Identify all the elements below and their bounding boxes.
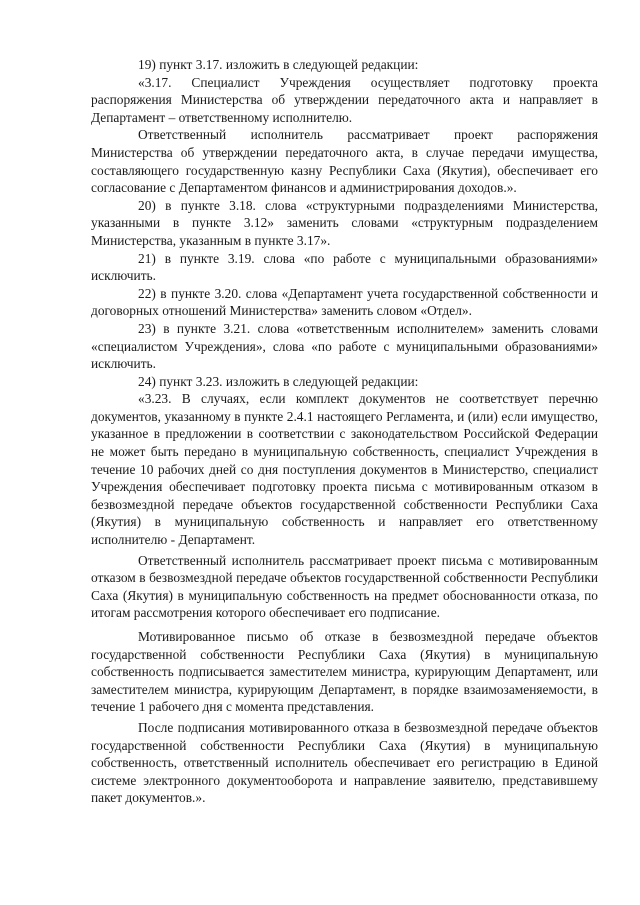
paragraph-responsible-executor-approval: Ответственный исполнитель рассматривает проект распоряжения Министерства об утверждении передаточного акта, в случае передачи имущества, составляющего государственную казну Республики Саха (Якутия), обеспечивает его согласование с Департаментом финансов и администрирования доходов.».	[91, 127, 598, 196]
paragraph-item-22: 22) в пункте 3.20. слова «Департамент учета государственной собственности и договорных отношений Министерства» заменить словом «Отдел».	[91, 285, 598, 319]
paragraph-3-17-text: «3.17. Специалист Учреждения осуществляет подготовку проекта распоряжения Министерства об утверждении передаточного акта и направляет в Департамент – ответственному исполнителю.	[91, 74, 598, 125]
paragraph-refusal-review: Ответственный исполнитель рассматривает проект письма с мотивированным отказом в безвозмездной передаче объектов государственной собственности Республики Саха (Якутия) в муниципальную собственность на предмет обоснованности отказа, по итогам рассмотрения которого обеспечивает его подписание.	[91, 552, 598, 621]
paragraph-item-20: 20) в пункте 3.18. слова «структурными подразделениями Министерства, указанными в пункте 3.12» заменить словами «структурным подразделением Министерства, указанным в пункте 3.17».	[91, 197, 598, 248]
paragraph-item-23: 23) в пункте 3.21. слова «ответственным исполнителем» заменить словами «специалистом Учреждения», слова «по работе с муниципальными образованиями» исключить.	[91, 320, 598, 372]
paragraph-item-19-heading: 19) пункт 3.17. изложить в следующей редакции:	[138, 57, 419, 72]
paragraph-item-24-heading: 24) пункт 3.23. изложить в следующей редакции:	[138, 373, 419, 389]
paragraph-item-21: 21) в пункте 3.19. слова «по работе с муниципальными образованиями» исключить.	[91, 250, 598, 284]
paragraph-3-23-text: «3.23. В случаях, если комплект документов не соответствует перечню документов, указанному в пункте 2.4.1 настоящего Регламента, и (или) если имущество, указанное в предложении в соответствии с законодательством Российской Федерации не может быть передано в муниципальную собственность, специалист Учреждения в течение 10 рабочих дней со дня поступления документов в Министерство, специалист Учреждения обеспечивает подготовку проекта письма с мотивированным отказом в безвозмездной передаче объектов государственной собственности Республики Саха (Якутия) в муниципальную собственность и направляет его ответственному исполнителю - Департамент.	[91, 391, 598, 548]
document-body	[91, 56, 598, 807]
paragraph-refusal-registration: После подписания мотивированного отказа в безвозмездной передаче объектов государственной собственности Республики Саха (Якутия) в муниципальную собственность, ответственный исполнитель обеспечивает его регистрацию в Единой системе электронного документооборота и направление заявителю, представившему пакет документов.».	[91, 719, 598, 806]
paragraph-refusal-signing: Мотивированное письмо об отказе в безвозмездной передаче объектов государственной собственности Республики Саха (Якутия) в муниципальную собственность подписывается заместителем министра, курирующим Департамент, или заместителем министра, курирующим Департамент, в порядке взаимозаменяемости, в течение 1 рабочего дня с момента представления.	[91, 629, 598, 715]
